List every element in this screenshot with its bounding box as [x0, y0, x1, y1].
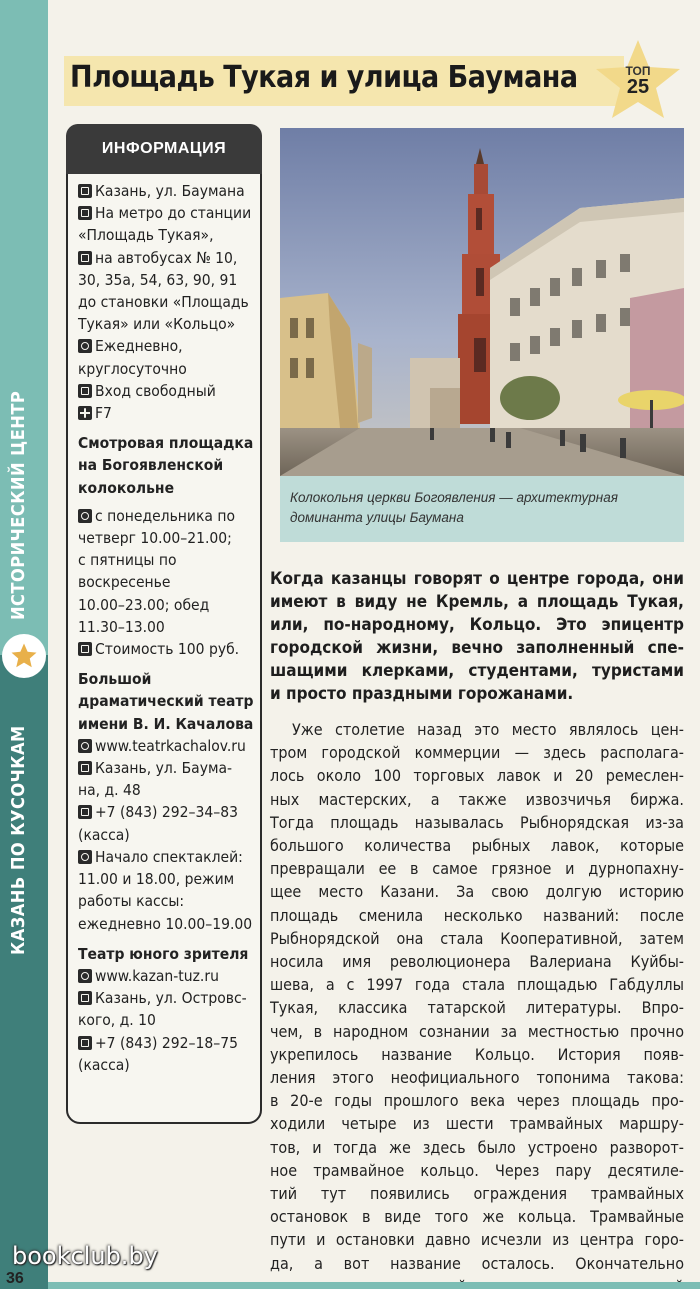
- side-strip: [0, 0, 48, 1289]
- info-line: (касса): [78, 1055, 130, 1074]
- photo-caption-box: [280, 476, 684, 542]
- text-line: укрепилось название Кольцо. История появ-: [270, 1044, 684, 1064]
- web-icon: [78, 739, 92, 753]
- lead-paragraph: [270, 568, 684, 706]
- web-icon: [78, 969, 92, 983]
- series-label: КАЗАНЬ ПО КУСОЧКАМ: [8, 725, 29, 955]
- info-line: воскресенье: [78, 573, 171, 592]
- text-line: пути и остановки давно исчезли из центра горо-: [270, 1230, 684, 1250]
- info-line: F7: [78, 402, 260, 424]
- text-line: Уже столетие назад это место являлось цен-: [292, 720, 684, 739]
- photo-caption: Колокольня церкви Богоявления — архитектурная доминанта улицы Баумана: [290, 490, 618, 525]
- ticket-icon: [78, 642, 92, 656]
- text-line: шева, а с 1997 года стала площадью Габдуллы: [270, 975, 684, 995]
- envelope-icon: [78, 761, 92, 775]
- bus-icon: [78, 251, 92, 265]
- website-link[interactable]: www.kazan-tuz.ru: [78, 965, 260, 987]
- top-badge: [588, 38, 688, 120]
- text-line: тов, и тогда же здесь было устроено разворот-: [270, 1137, 684, 1157]
- map-grid-icon: [78, 406, 92, 420]
- text-line: в 20-е годы прошлого века через площадь про-: [270, 1091, 684, 1111]
- info-line: Ежедневно,: [78, 335, 260, 357]
- text-line: городской жизни, вечно заполненный спе-: [270, 638, 684, 658]
- text-line: или, по-народному, Кольцо. Это эпицентр: [270, 615, 684, 635]
- watermark: bookclub.by: [12, 1242, 158, 1270]
- info-line: Тукая» или «Кольцо»: [78, 315, 236, 334]
- text-line: ления этого неофициального топонима такова:: [270, 1068, 684, 1088]
- text-line: да, а вот название осталось. Окончательно: [270, 1253, 684, 1273]
- info-line: «Площадь Тукая»,: [78, 226, 214, 245]
- text-line: площадь сменила несколько названий: после: [270, 905, 684, 925]
- info-line: Начало спектаклей:: [78, 846, 260, 868]
- badge-number: 25: [626, 76, 650, 98]
- info-line: на, д. 48: [78, 781, 141, 800]
- text-line: лось около 100 торговых лавок и 20 ремеслен-: [270, 766, 684, 786]
- info-line: кого, д. 10: [78, 1011, 156, 1030]
- info-line: Стоимость 100 руб.: [78, 638, 260, 660]
- info-line: с пятницы по: [78, 551, 177, 570]
- info-body: [78, 180, 260, 1076]
- info-line: 11.00 и 18.00, режим: [78, 870, 235, 889]
- text-line: ходили четыре из шести трамвайных маршру-: [270, 1114, 684, 1134]
- tower-title: Смотровая площадка на Богоявленской колокольне: [78, 434, 254, 497]
- clock-icon: [78, 509, 92, 523]
- metro-icon: [78, 206, 92, 220]
- phone-icon: [78, 805, 92, 819]
- tuz-title: Театр юного зрителя: [78, 944, 249, 963]
- info-line: работы кассы:: [78, 892, 185, 911]
- info-line: четверг 10.00–21.00;: [78, 529, 232, 548]
- text-line: остановок в виде того же кольца. Трамвайные: [270, 1207, 684, 1227]
- envelope-icon: [78, 991, 92, 1005]
- info-line: на автобусах № 10,: [78, 247, 260, 269]
- text-line: ных мастерских, а также извозчичья биржа.: [270, 789, 684, 809]
- title-bar: [64, 56, 624, 106]
- info-line: 11.30–13.00: [78, 617, 165, 636]
- info-box: [66, 124, 262, 1124]
- badge-top-label: ТОП: [625, 64, 651, 78]
- ticket-icon: [78, 384, 92, 398]
- star-icon: [2, 634, 46, 678]
- text-line: носила имя революционера Валериана Куйбы-: [270, 952, 684, 972]
- text-line: Тогда площадь называлась Рыбнорядская из-за: [270, 812, 684, 832]
- website-link[interactable]: www.teatrkachalov.ru: [78, 735, 260, 757]
- info-line: Казань, ул. Островс-: [78, 987, 260, 1009]
- info-line: круглосуточно: [78, 359, 187, 378]
- envelope-icon: [78, 184, 92, 198]
- info-line: ежедневно 10.00–19.00: [78, 914, 253, 933]
- info-line: Казань, ул. Баума-: [78, 757, 260, 779]
- bell-tower-photo: [280, 128, 684, 476]
- text-line: ное трамвайное кольцо. Через пару десятиле-: [270, 1160, 684, 1180]
- clock-icon: [78, 339, 92, 353]
- info-line: с понедельника по: [78, 505, 260, 527]
- info-line: до становки «Площадь: [78, 293, 249, 312]
- phone-link[interactable]: +7 (843) 292–18–75: [78, 1032, 260, 1054]
- text-line: и просто праздными горожанами.: [270, 684, 574, 704]
- info-line: (касса): [78, 825, 130, 844]
- page-title: Площадь Тукая и улица Баумана: [70, 60, 578, 95]
- bottom-rule: [48, 1282, 700, 1289]
- text-line: большого количества рыбных лавок, которые: [270, 836, 684, 856]
- info-line: На метро до станции: [78, 202, 260, 224]
- text-line: тий тут появились ограждения трамвайных: [270, 1184, 684, 1204]
- page-number: 36: [6, 1270, 24, 1287]
- clock-icon: [78, 850, 92, 864]
- text-line: Тукая, классика татарской литературы. Впро-: [270, 998, 684, 1018]
- text-line: шащими клерками, студентами, туристами: [270, 661, 684, 681]
- section-label: ИСТОРИЧЕСКИЙ ЦЕНТР: [8, 390, 29, 620]
- phone-link[interactable]: +7 (843) 292–34–83: [78, 801, 260, 823]
- phone-icon: [78, 1036, 92, 1050]
- info-line: Вход свободный: [78, 380, 260, 402]
- text-line: Когда казанцы говорят о центре города, они: [270, 569, 684, 589]
- theatre-title: Большой драматический театр имени В. И. Качалова: [78, 670, 254, 733]
- info-line: Казань, ул. Баумана: [78, 180, 260, 202]
- text-line: Рыбнорядской она стала Кооперативной, затем: [270, 928, 684, 948]
- text-line: имеют в виду не Кремль, а площадь Тукая,: [270, 592, 684, 612]
- text-line: тром городской коммерции — здесь располага-: [270, 743, 684, 763]
- text-line: превращали ее в самое грязное и дурнопахну-: [270, 859, 684, 879]
- info-line: 30, 35а, 54, 63, 90, 91: [78, 270, 238, 289]
- text-line: щее место Казани. За свою долгую историю: [270, 882, 684, 902]
- info-line: 10.00–23.00; обед: [78, 595, 210, 614]
- info-heading: ИНФОРМАЦИЯ: [66, 124, 262, 174]
- body-paragraph: [270, 718, 684, 1289]
- text-line: чем, в народном сознании за местностью прочно: [270, 1021, 684, 1041]
